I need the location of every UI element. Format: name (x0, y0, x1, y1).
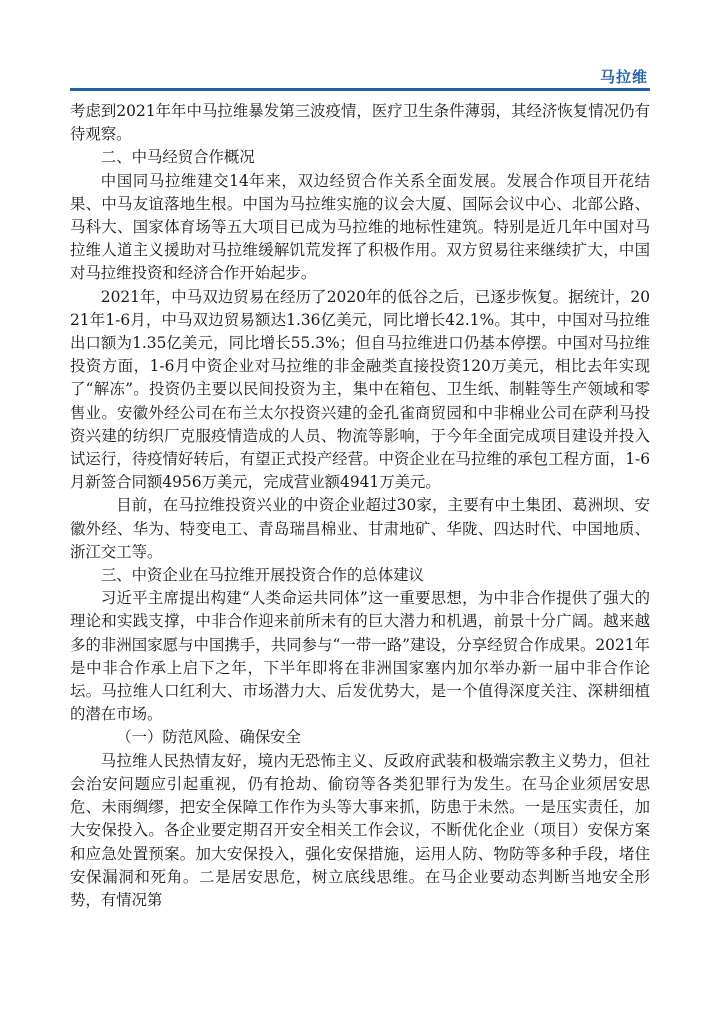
page-header (70, 62, 650, 92)
subsection-heading-1: （一）防范风险、确保安全 (116, 728, 301, 747)
paragraph-3: 2021年，中马双边贸易在经历了2020年的低谷之后，已逐步恢复。据统计，2021年1-6月，中马双边贸易额达1.36亿美元，同比增长42.1%。其中，中国对马拉维出口额为1.35亿美元，同比增长55.3%；但自马拉维进口仍基本停摆。中国对马拉维投资方面，1-6月中资企业对马拉维的非金融类直接投资120万美元，相比去年实现了“解冻”。投资仍主要以民间投资为主，集中在箱包、卫生纸、制鞋等生产领域和零售业。安徽外经公司在布兰太尔投资兴建的金孔雀商贸园和中非棉业公司在萨利马投资兴建的纺织厂克服疫情造成的人员、物流等影响，于今年全面完成项目建设并投入试运行，待疫情好转后，有望正式投产经营。中资企业在马拉维的承包工程方面，1-6月新签合同额4956万美元，完成营业额4941万美元。 (70, 287, 650, 492)
section-heading-3: 三、中资企业在马拉维开展投资合作的总体建议 (100, 566, 425, 585)
header-title: 马拉维 (599, 68, 648, 86)
header-rule (70, 88, 650, 91)
section-heading-2: 二、中马经贸合作概况 (100, 148, 255, 167)
paragraph-6: 马拉维人民热情友好，境内无恐怖主义、反政府武装和极端宗教主义势力，但社会治安问题应引起重视，仍有抢劫、偷窃等各类犯罪行为发生。在马企业须居安思危、未雨绸缪，把安全保障工作作为头等大事来抓，防患于未然。一是压实责任，加大安保投入。各企业要定期召开安全相关工作会议，不断优化企业（项目）安保方案和应急处置预案。加大安保投入，强化安保措施，运用人防、物防等多种手段，堵住安保漏洞和死角。二是居安思危，树立底线思维。在马企业要动态判断当地安全形势，有情况第 (70, 751, 650, 909)
paragraph-5: 习近平主席提出构建“人类命运共同体”这一重要思想，为中非合作提供了强大的理论和实践支撑，中非合作迎来前所未有的巨大潜力和机遇，前景十分广阔。越来越多的非洲国家愿与中国携手，共同参与“一带一路”建设，分享经贸合作成果。2021年是中非合作承上启下之年，下半年即将在非洲国家塞内加尔举办新一届中非合作论坛。马拉维人口红利大、市场潜力大、后发优势大，是一个值得深度关注、深耕细植的潜在市场。 (70, 589, 650, 724)
paragraph-2: 中国同马拉维建交14年来，双边经贸合作关系全面发展。发展合作项目开花结果、中马友谊落地生根。中国为马拉维实施的议会大厦、国际会议中心、北部公路、马科大、国家体育场等五大项目已成为马拉维的地标性建筑。特别是近几年中国对马拉维人道主义援助对马拉维缓解饥荒发挥了积极作用。双方贸易往来继续扩大，中国对马拉维投资和经济合作开始起步。 (70, 171, 650, 283)
paragraph-4: 目前，在马拉维投资兴业的中资企业超过30家，主要有中土集团、葛洲坝、安徽外经、华为、特变电工、青岛瑞昌棉业、甘肃地矿、华陇、四达时代、中国地质、浙江交工等。 (70, 496, 650, 561)
paragraph-1: 考虑到2021年年中马拉维暴发第三波疫情，医疗卫生条件薄弱，其经济恢复情况仍有待观察。 (70, 102, 650, 144)
document-body (70, 100, 650, 912)
